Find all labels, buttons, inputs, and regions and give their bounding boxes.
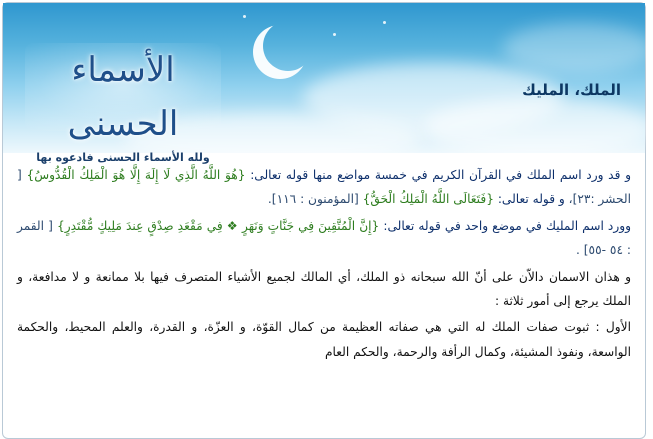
quran-verse: {إِنَّ الْمُتَّقِينَ فِي جَنَّاتٍ وَنَهَرٍ ❖ فِي مَقْعَدِ صِدْقٍ عِندَ مَلِيكٍ مُّقْتَدِرٍ}	[56, 218, 380, 233]
verse-reference: [ الحشر :٢٣]،	[17, 168, 631, 207]
logo-text: الأسماء الحسنى	[67, 50, 179, 144]
star-icon	[333, 33, 336, 36]
paragraph-3: و هذان الاسمان دالاّن على أنّ الله سبحانه ذو الملك، أي المالك لجميع الأشياء المتصرف فيها بلا ممانعة و لا مدافعة، و الملك يرجع إلى أمور ثلاثة :	[17, 269, 631, 309]
star-icon	[383, 21, 386, 24]
paragraph-4: الأول : ثبوت صفات الملك له التي هي صفاته العظيمة من كمال القوّة، و العزّة، و القدرة، والعلم المحيط، والحكمة الواسعة، ونفوذ المشيئة، وكمال الرأفة والرحمة، والحكم العام	[17, 320, 631, 359]
article-body	[17, 163, 631, 366]
text-span: و قد ورد اسم الملك في القرآن الكريم في خمسة مواضع منها قوله تعالى:	[245, 168, 631, 182]
cloud-decoration	[503, 23, 653, 73]
page-frame	[2, 2, 646, 439]
crescent-moon-icon	[263, 21, 313, 71]
quran-verse: {هُوَ اللَّهُ الَّذِي لَا إِلَهَ إِلَّا هُوَ الْمَلِكُ الْقُدُّوسُ}	[26, 168, 246, 182]
banner-subtitle: ولله الأسماء الحسنى فادعوه بها	[36, 151, 210, 164]
verse-reference: [ القمر : ٥٤ -٥٥] .	[17, 218, 631, 258]
page-title: الملك، المليك	[522, 81, 621, 99]
paragraph-1	[17, 163, 631, 212]
logo-calligraphy	[25, 43, 221, 164]
paragraph-2	[17, 214, 631, 263]
star-icon	[243, 15, 246, 18]
text-span: و قوله تعالى:	[493, 192, 565, 207]
quran-verse: {فَتَعَالَى اللَّهُ الْمَلِكُ الْحَقُّ}	[362, 192, 494, 207]
header-banner	[3, 3, 645, 164]
text-span: وورد اسم المليك في موضع واحد في قوله تعالى:	[379, 218, 632, 233]
cloud-decoration	[423, 98, 653, 158]
verse-reference: [المؤمنون : ١١٦].	[267, 192, 363, 207]
